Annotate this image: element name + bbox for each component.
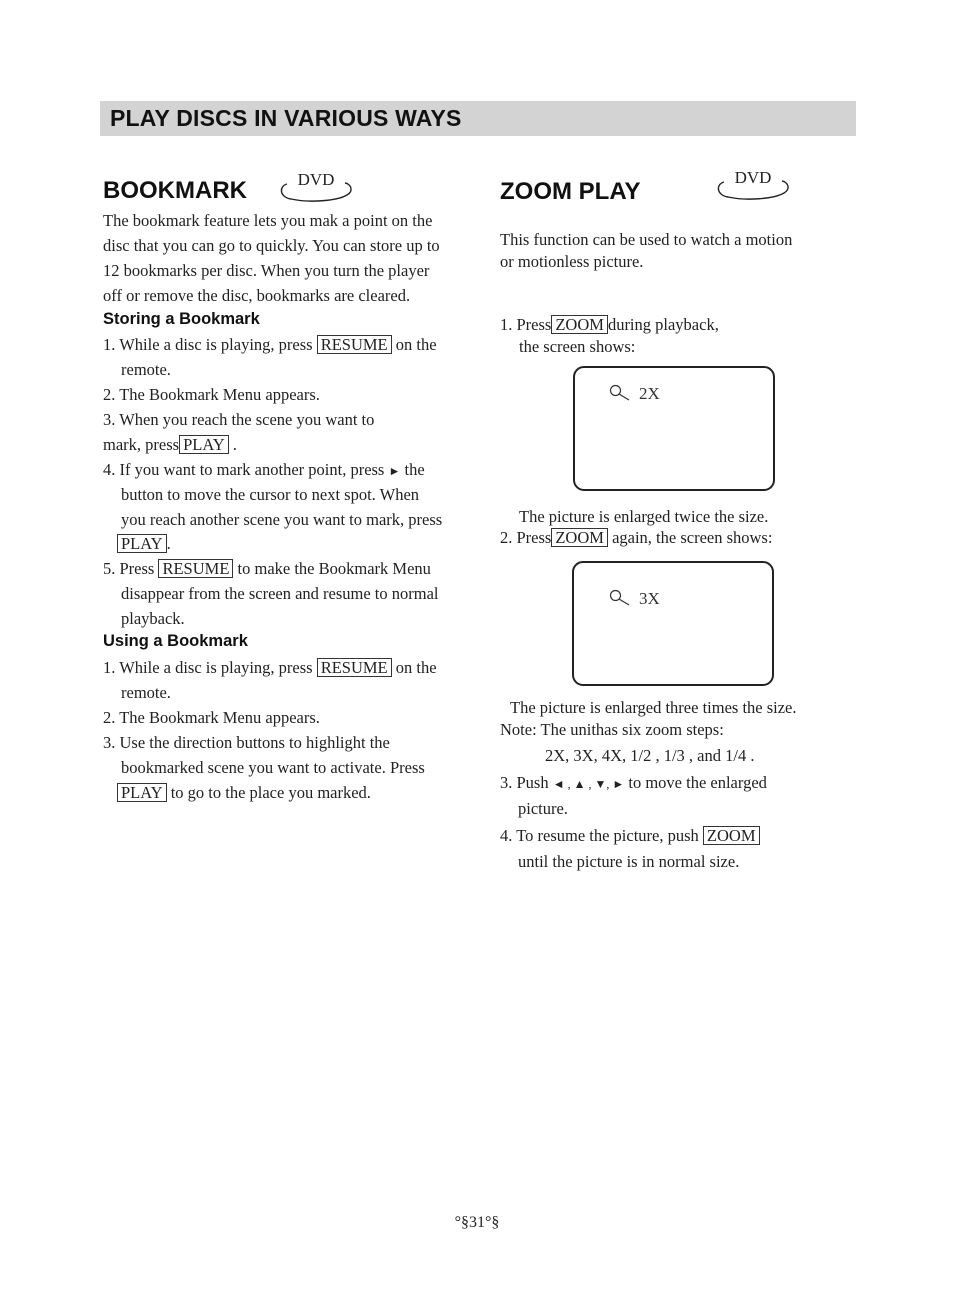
resume-key: RESUME: [317, 658, 392, 677]
magnifier-icon: [609, 384, 631, 402]
zoom-step-4-cont: until the picture is in normal size.: [518, 852, 740, 871]
step-text: on the: [395, 335, 437, 354]
zoom-caption-3x: The picture is enlarged three times the size.: [510, 698, 797, 717]
storing-step-1: [103, 332, 437, 357]
bookmark-intro-line: 12 bookmarks per disc. When you turn the player: [103, 261, 430, 280]
step-text: the: [404, 460, 425, 479]
step-text: .: [166, 534, 171, 553]
step-text: 1. While a disc is playing, press: [103, 658, 313, 677]
step-text: 2. Press: [500, 528, 552, 547]
dvd-badge-label: DVD: [734, 168, 772, 187]
storing-step-3: 3. When you reach the scene you want to: [103, 410, 375, 429]
bookmark-intro-line: disc that you can go to quickly. You can store up to: [103, 236, 440, 255]
zoom-step-2: [500, 525, 772, 550]
step-text: again, the screen shows:: [612, 528, 773, 547]
storing-step-1-cont: remote.: [121, 360, 171, 379]
using-step-3-cont: bookmarked scene you want to activate. Press: [121, 758, 425, 777]
zoom-screen-3x: [572, 561, 774, 686]
step-text: 4. To resume the picture, push: [500, 826, 699, 845]
zoom-level-label: 2X: [639, 384, 660, 403]
step-text: to move the enlarged: [628, 773, 767, 792]
storing-step-3-cont: [103, 432, 237, 457]
zoom-step-3: [500, 770, 767, 797]
zoom-play-heading: ZOOM PLAY: [500, 178, 641, 205]
storing-step-5-cont: playback.: [121, 609, 185, 628]
step-text: .: [232, 435, 237, 454]
using-bookmark-heading: Using a Bookmark: [103, 632, 248, 650]
resume-key: RESUME: [158, 559, 233, 578]
step-text: 1. Press: [500, 315, 552, 334]
section-title: PLAY DISCS IN VARIOUS WAYS: [110, 105, 462, 131]
storing-step-4: [103, 457, 425, 484]
using-step-2: 2. The Bookmark Menu appears.: [103, 708, 320, 727]
zoom-step-1-cont: the screen shows:: [519, 337, 636, 356]
storing-step-4-cont: you reach another scene you want to mark, press: [121, 510, 443, 529]
zoom-intro-line: or motionless picture.: [500, 252, 644, 271]
page-number: °§31°§: [454, 1214, 500, 1231]
play-key: PLAY: [179, 435, 229, 454]
bookmark-intro-line: The bookmark feature lets you mak a point on the: [103, 211, 433, 230]
step-text: 1. While a disc is playing, press: [103, 335, 313, 354]
section-banner: [100, 101, 856, 136]
zoom-level-label: 3X: [639, 589, 660, 608]
step-text: during playback,: [607, 315, 719, 334]
dvd-badge-icon: [714, 168, 792, 198]
zoom-key: ZOOM: [551, 315, 608, 334]
right-arrow-icon: ►: [388, 464, 401, 478]
zoom-key: ZOOM: [551, 528, 608, 547]
play-key: PLAY: [117, 783, 167, 802]
step-text: mark, press: [103, 435, 180, 454]
storing-step-5: [103, 556, 431, 581]
step-text: 3. Push: [500, 773, 549, 792]
storing-step-4-cont: [117, 531, 171, 556]
dvd-badge-icon: [277, 170, 355, 200]
using-step-1-cont: remote.: [121, 683, 171, 702]
direction-arrows-icon: ◄ , ▲ , ▼, ►: [552, 777, 625, 791]
step-text: to make the Bookmark Menu: [237, 559, 431, 578]
using-step-3: 3. Use the direction buttons to highlight the: [103, 733, 390, 752]
zoom-intro-line: This function can be used to watch a motion: [500, 230, 793, 249]
storing-step-4-cont: button to move the cursor to next spot. When: [121, 485, 420, 504]
play-key: PLAY: [117, 534, 167, 553]
zoom-key: ZOOM: [703, 826, 760, 845]
step-text: to go to the place you marked.: [170, 783, 371, 802]
dvd-badge-label: DVD: [297, 170, 335, 189]
zoom-note: Note: The unithas six zoom steps:: [500, 720, 724, 739]
storing-step-5-cont: disappear from the screen and resume to normal: [121, 584, 439, 603]
zoom-screen-2x: [573, 366, 775, 491]
zoom-step-3-cont: picture.: [518, 799, 568, 818]
zoom-caption-2x: The picture is enlarged twice the size.: [519, 507, 769, 526]
storing-bookmark-heading: Storing a Bookmark: [103, 310, 260, 328]
step-text: on the: [395, 658, 437, 677]
magnifier-icon: [609, 589, 631, 607]
resume-key: RESUME: [317, 335, 392, 354]
zoom-steps-list: 2X, 3X, 4X, 1/2 , 1/3 , and 1/4 .: [545, 746, 755, 765]
bookmark-intro-line: off or remove the disc, bookmarks are cleared.: [103, 286, 411, 305]
zoom-step-4: [500, 823, 760, 848]
bookmark-heading: BOOKMARK: [103, 177, 247, 204]
step-text: 4. If you want to mark another point, press: [103, 460, 385, 479]
using-step-3-cont: [117, 780, 371, 805]
step-text: 5. Press: [103, 559, 155, 578]
storing-step-2: 2. The Bookmark Menu appears.: [103, 385, 320, 404]
using-step-1: [103, 655, 437, 680]
